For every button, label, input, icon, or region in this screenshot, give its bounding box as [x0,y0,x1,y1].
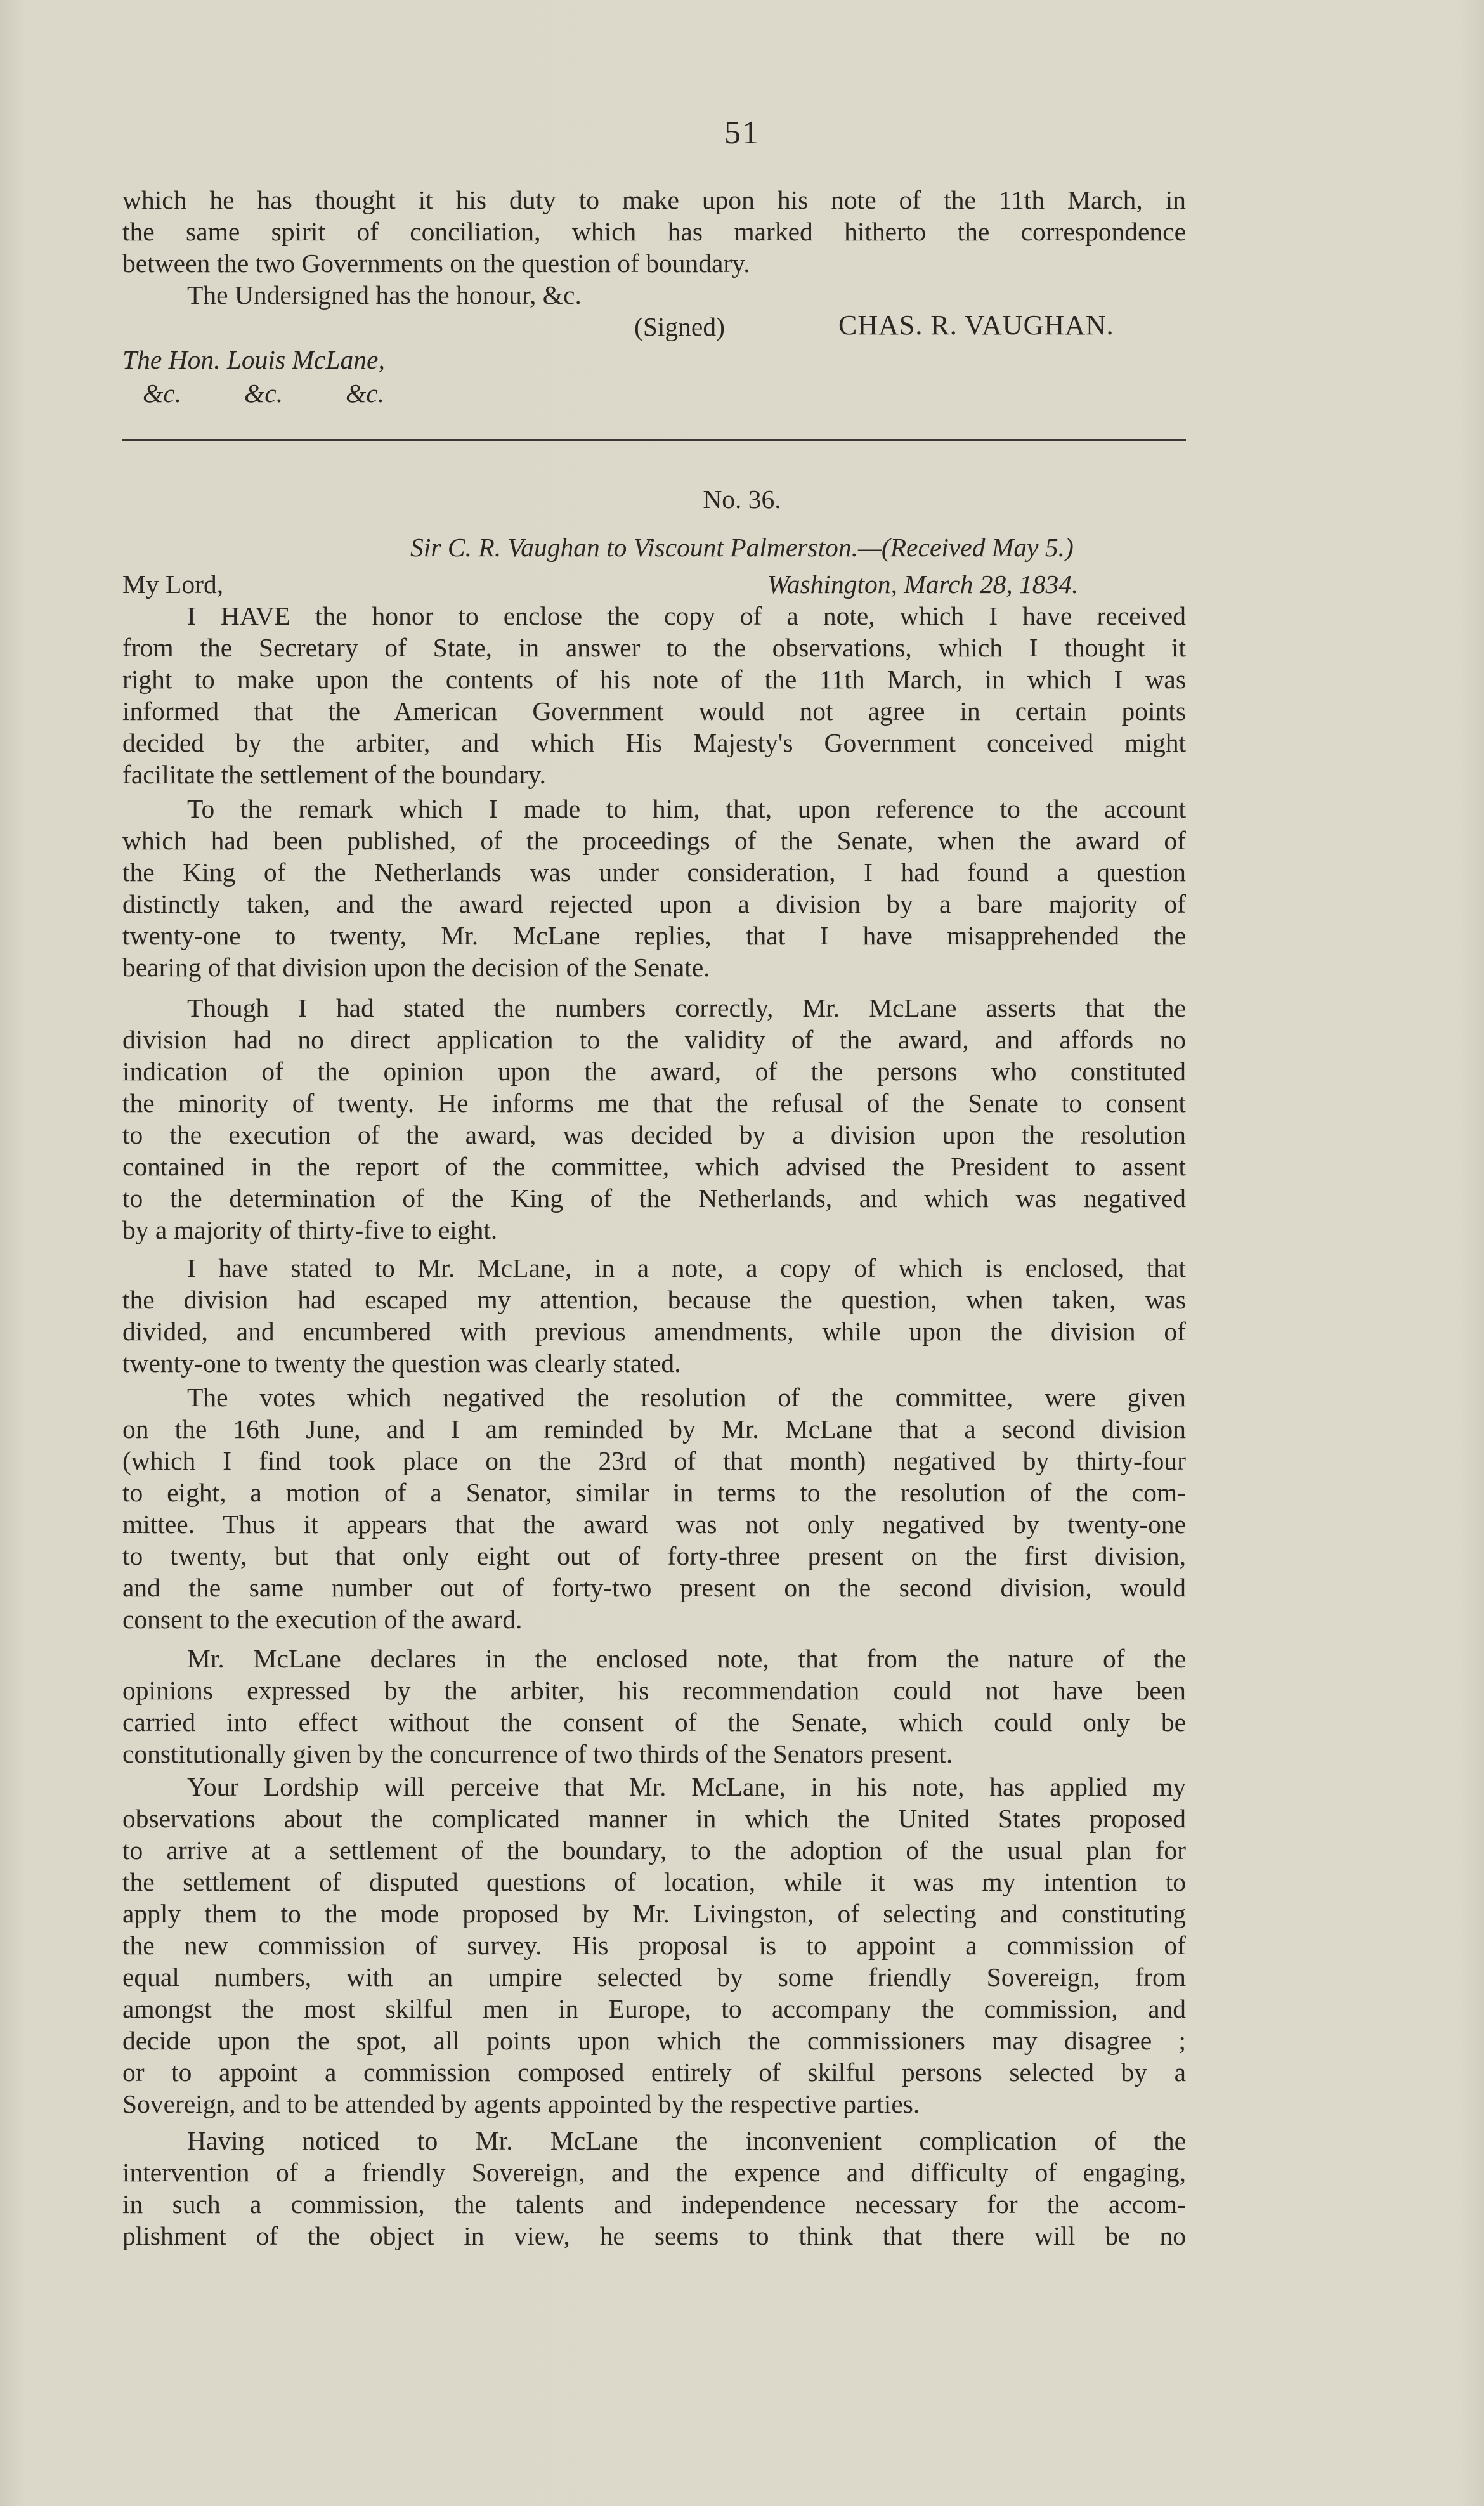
place-date: Washington, March 28, 1834. [767,570,1079,599]
paragraph-line: from the Secretary of State, in answer to the observations, which I thought it [122,633,1186,662]
paragraph-line: plishment of the object in view, he seems to think that there will be no [122,2221,1186,2250]
paragraph-line: to eight, a motion of a Senator, similar in terms to the resolution of the com- [122,1478,1186,1507]
paragraph-line: in such a commission, the talents and independence necessary for the accom- [122,2189,1186,2219]
paragraph-line: intervention of a friendly Sovereign, and the expence and difficulty of engaging, [122,2158,1186,2187]
paragraph-line: the minority of twenty. He informs me that the refusal of the Senate to consent [122,1088,1186,1118]
paragraph-line: (which I find took place on the 23rd of that month) negatived by thirty-four [122,1446,1186,1475]
salutation: My Lord, [122,570,224,599]
signer-name: CHAS. R. VAUGHAN. [838,310,1114,341]
paragraph-line: observations about the complicated manner in which the United States proposed [122,1804,1186,1833]
paragraph-line: the King of the Netherlands was under consideration, I had found a question [122,858,1186,887]
addressee: The Hon. Louis McLane, [122,345,385,374]
paragraph-line: facilitate the settlement of the boundary. [122,760,546,789]
paragraph-line: Mr. McLane declares in the enclosed note, that from the nature of the [187,1644,1186,1673]
paragraph-line: contained in the report of the committee, which advised the President to assent [122,1152,1186,1181]
paragraph-line: Having noticed to Mr. McLane the inconvenient complication of the [187,2126,1186,2155]
signed-label: (Signed) [634,312,725,341]
paragraph-line: amongst the most skilful men in Europe, to accompany the commission, and [122,1994,1186,2023]
paragraph-line: right to make upon the contents of his note of the 11th March, in which I was [122,665,1186,694]
paragraph-line: the division had escaped my attention, because the question, when taken, was [122,1285,1186,1314]
paragraph-line: Your Lordship will perceive that Mr. McLane, in his note, has applied my [187,1772,1186,1801]
paragraph-line: Though I had stated the numbers correctly, Mr. McLane asserts that the [187,993,1186,1022]
paragraph-line: decided by the arbiter, and which His Majesty's Government conceived might [122,728,1186,757]
paragraph-line: equal numbers, with an umpire selected by some friendly Sovereign, from [122,1962,1186,1992]
paragraph-line: decide upon the spot, all points upon which the commissioners may disagree ; [122,2026,1186,2055]
paragraph-line: the settlement of disputed questions of location, while it was my intention to [122,1867,1186,1896]
document-heading: Sir C. R. Vaughan to Viscount Palmerston.—(Received May 5.) [410,533,1074,562]
paragraph-line: to twenty, but that only eight out of forty-three present on the first division, [122,1541,1186,1570]
paragraph-line: indication of the opinion upon the award, of the persons who constituted [122,1057,1186,1086]
addressee-etc: &c. [143,379,182,408]
paragraph-line: and the same number out of forty-two present on the second division, would [122,1573,1186,1602]
paragraph-line: distinctly taken, and the award rejected upon a division by a bare majority of [122,889,1186,918]
paragraph-line: the new commission of survey. His proposal is to appoint a commission of [122,1931,1186,1960]
letter-close-line: which he has thought it his duty to make upon his note of the 11th March, in [122,185,1186,214]
letter-close-line: between the two Governments on the question of boundary. [122,249,750,278]
paragraph-line: to arrive at a settlement of the boundary, to the adoption of the usual plan for [122,1836,1186,1865]
paragraph-line: informed that the American Government would not agree in certain points [122,696,1186,726]
paragraph-line: consent to the execution of the award. [122,1605,523,1634]
paragraph-line: bearing of that division upon the decision of the Senate. [122,953,710,982]
paragraph-line: The votes which negatived the resolution of the committee, were given [187,1383,1186,1412]
paragraph-line: I HAVE the honor to enclose the copy of a note, which I have received [187,601,1186,630]
section-divider [122,439,1186,441]
document-number: No. 36. [703,485,781,514]
paragraph-line: which had been published, of the proceedings of the Senate, when the award of [122,826,1186,855]
paragraph-line: to the determination of the King of the Netherlands, and which was negatived [122,1184,1186,1213]
addressee-etc: &c. [346,379,385,408]
honour-line: The Undersigned has the honour, &c. [187,280,582,310]
paragraph-line: divided, and encumbered with previous amendments, while upon the division of [122,1317,1186,1346]
paragraph-line: To the remark which I made to him, that, upon reference to the account [187,794,1186,823]
paragraph-line: opinions expressed by the arbiter, his recommendation could not have been [122,1676,1186,1705]
page-number: 51 [724,115,760,151]
paragraph-line: division had no direct application to the validity of the award, and affords no [122,1025,1186,1054]
paragraph-line: or to appoint a commission composed entirely of skilful persons selected by a [122,2058,1186,2087]
paragraph-line: Sovereign, and to be attended by agents appointed by the respective parties. [122,2089,920,2118]
paragraph-line: by a majority of thirty-five to eight. [122,1215,498,1244]
paragraph-line: on the 16th June, and I am reminded by Mr. McLane that a second division [122,1414,1186,1444]
paragraph-line: twenty-one to twenty the question was clearly stated. [122,1348,681,1378]
paragraph-line: mittee. Thus it appears that the award was not only negatived by twenty-one [122,1510,1186,1539]
paragraph-line: to the execution of the award, was decided by a division upon the resolution [122,1120,1186,1149]
paragraph-line: constitutionally given by the concurrence of two thirds of the Senators present. [122,1739,953,1768]
paragraph-line: apply them to the mode proposed by Mr. Livingston, of selecting and constituting [122,1899,1186,1928]
paragraph-line: carried into effect without the consent of the Senate, which could only be [122,1707,1186,1737]
letter-close-line: the same spirit of conciliation, which has marked hitherto the correspondence [122,217,1186,246]
paragraph-line: I have stated to Mr. McLane, in a note, a copy of which is enclosed, that [187,1253,1186,1282]
addressee-etc: &c. [244,379,283,408]
paragraph-line: twenty-one to twenty, Mr. McLane replies, that I have misapprehended the [122,921,1186,950]
